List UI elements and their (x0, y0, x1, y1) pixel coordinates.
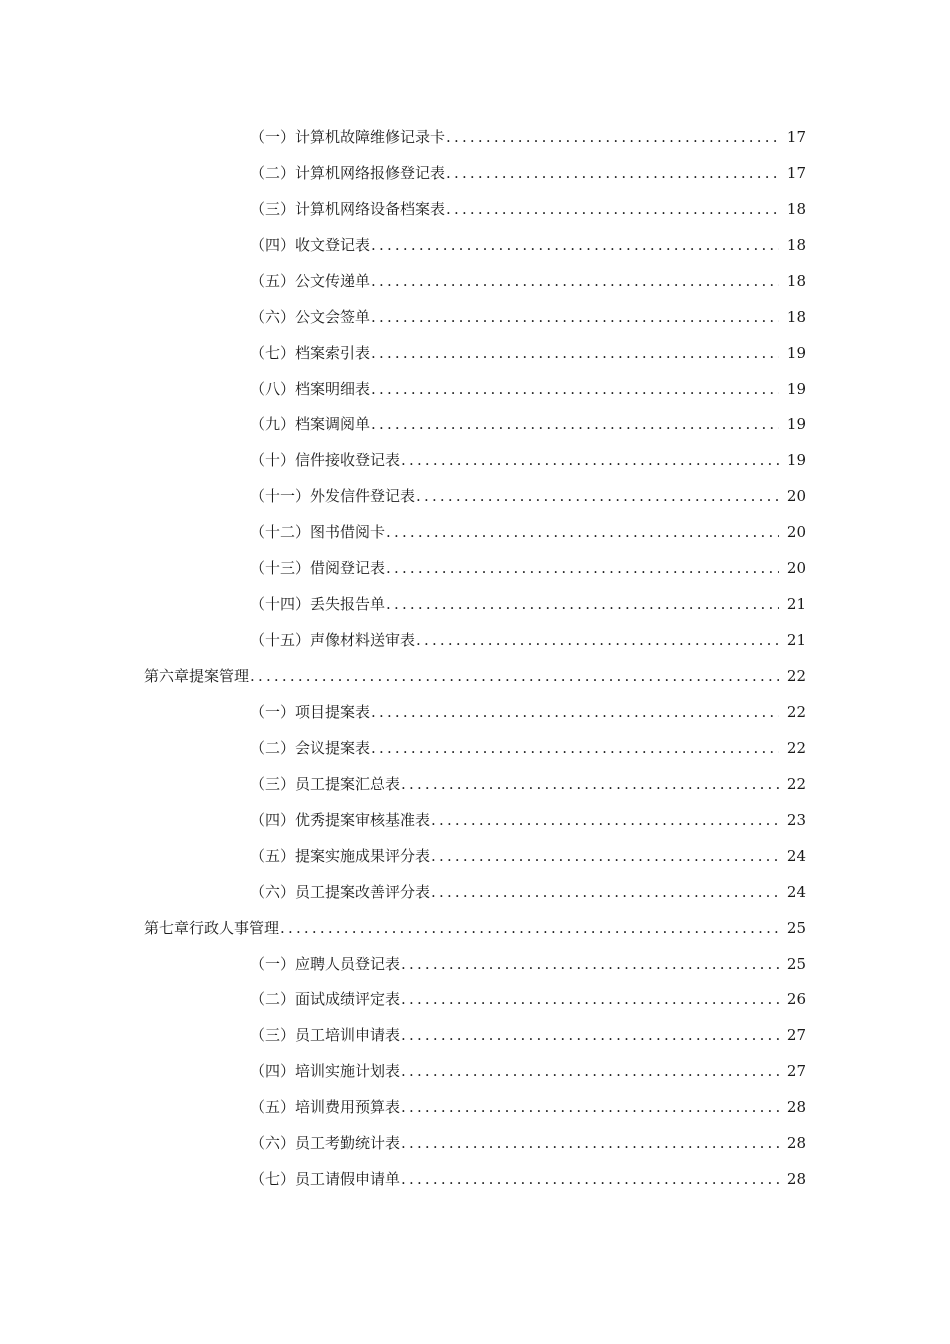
toc-chapter-entry[interactable] (0, 658, 950, 694)
toc-dot-leader (401, 954, 779, 974)
toc-dot-leader (446, 199, 779, 219)
toc-page-number: 22 (786, 738, 806, 757)
toc-page-number: 22 (786, 667, 806, 686)
toc-dot-leader (371, 702, 779, 722)
toc-dot-leader (401, 1169, 779, 1189)
toc-chapter-number: 第七章 (144, 918, 190, 937)
toc-entry-title: （五）提案实施成果评分表 (250, 846, 431, 865)
toc-entry[interactable] (0, 982, 950, 1018)
toc-entry-title: （三）计算机网络设备档案表 (250, 199, 446, 218)
toc-entry-title: （三）员工培训申请表 (250, 1026, 401, 1045)
toc-dot-leader (371, 379, 779, 399)
toc-entry[interactable] (0, 514, 950, 550)
toc-entry-title: （九）档案调阅单 (250, 415, 371, 434)
toc-entry-title: （六）公文会签单 (250, 307, 371, 326)
toc-page-number: 20 (786, 487, 806, 506)
toc-entry[interactable] (0, 838, 950, 874)
toc-entry-title: （十二）图书借阅卡 (250, 523, 386, 542)
toc-dot-leader (250, 666, 779, 686)
toc-entry-title: （十）信件接收登记表 (250, 451, 401, 470)
toc-dot-leader (401, 1133, 779, 1153)
toc-dot-leader (416, 486, 779, 506)
toc-entry-title: （四）优秀提案审核基准表 (250, 810, 431, 829)
toc-dot-leader (401, 450, 779, 470)
toc-page-number: 18 (786, 271, 806, 290)
toc-dot-leader (416, 630, 779, 650)
toc-dot-leader (371, 235, 779, 255)
toc-dot-leader (371, 343, 779, 363)
toc-entry[interactable] (0, 442, 950, 478)
toc-page-number: 18 (786, 199, 806, 218)
toc-page-number: 28 (786, 1170, 806, 1189)
toc-entry-title: 行政人事管理 (189, 918, 280, 937)
toc-dot-leader (371, 271, 779, 291)
toc-entry[interactable] (0, 263, 950, 299)
toc-entry-title: （十三）借阅登记表 (250, 559, 386, 578)
toc-dot-leader (386, 594, 779, 614)
toc-dot-leader (401, 989, 779, 1009)
toc-entry-title: （一）应聘人员登记表 (250, 954, 401, 973)
toc-entry-title: 提案管理 (189, 667, 250, 686)
toc-entry[interactable] (0, 227, 950, 263)
toc-entry[interactable] (0, 155, 950, 191)
toc-page-number: 25 (786, 954, 806, 973)
toc-page-number: 28 (786, 1134, 806, 1153)
toc-entry-title: （一）计算机故障维修记录卡 (250, 127, 446, 146)
toc-entry[interactable] (0, 119, 950, 155)
toc-dot-leader (431, 846, 779, 866)
toc-entry-title: （二）面试成绩评定表 (250, 990, 401, 1009)
toc-entry-title: （六）员工提案改善评分表 (250, 882, 431, 901)
toc-page-number: 23 (786, 810, 806, 829)
toc-entry-title: （五）培训费用预算表 (250, 1098, 401, 1117)
toc-entry[interactable] (0, 1053, 950, 1089)
toc-page-number: 21 (786, 595, 806, 614)
toc-dot-leader (371, 414, 779, 434)
toc-entry[interactable] (0, 335, 950, 371)
toc-entry-title: （二）计算机网络报修登记表 (250, 163, 446, 182)
toc-dot-leader (401, 1061, 779, 1081)
toc-entry-title: （五）公文传递单 (250, 271, 371, 290)
toc-page-number: 18 (786, 235, 806, 254)
toc-entry[interactable] (0, 694, 950, 730)
toc-page-number: 17 (786, 127, 806, 146)
toc-page-number: 20 (786, 559, 806, 578)
toc-entry-title: （六）员工考勤统计表 (250, 1134, 401, 1153)
toc-page-number: 22 (786, 774, 806, 793)
toc-entry[interactable] (0, 766, 950, 802)
toc-entry[interactable] (0, 586, 950, 622)
toc-entry-title: （三）员工提案汇总表 (250, 774, 401, 793)
toc-page-number: 20 (786, 523, 806, 542)
toc-dot-leader (431, 882, 779, 902)
toc-entry[interactable] (0, 946, 950, 982)
toc-page-number: 18 (786, 307, 806, 326)
toc-dot-leader (280, 918, 779, 938)
toc-entry[interactable] (0, 191, 950, 227)
toc-dot-leader (371, 307, 779, 327)
toc-entry[interactable] (0, 478, 950, 514)
toc-page-number: 26 (786, 990, 806, 1009)
toc-page-number: 21 (786, 631, 806, 650)
toc-entry[interactable] (0, 802, 950, 838)
toc-page-number: 19 (786, 415, 806, 434)
toc-dot-leader (386, 558, 779, 578)
toc-entry[interactable] (0, 730, 950, 766)
toc-entry-title: （二）会议提案表 (250, 738, 371, 757)
toc-entry[interactable] (0, 1161, 950, 1197)
toc-entry[interactable] (0, 874, 950, 910)
toc-entry[interactable] (0, 1017, 950, 1053)
toc-entry-title: （四）培训实施计划表 (250, 1062, 401, 1081)
toc-dot-leader (431, 810, 779, 830)
toc-page-number: 24 (786, 882, 806, 901)
toc-entry[interactable] (0, 299, 950, 335)
toc-dot-leader (401, 774, 779, 794)
toc-page-number: 19 (786, 451, 806, 470)
toc-entry-title: （四）收文登记表 (250, 235, 371, 254)
table-of-contents (0, 119, 950, 1197)
toc-page-number: 19 (786, 343, 806, 362)
toc-chapter-number: 第六章 (144, 667, 190, 686)
toc-entry-title: （十一）外发信件登记表 (250, 487, 416, 506)
toc-dot-leader (386, 522, 779, 542)
toc-page-number: 28 (786, 1098, 806, 1117)
toc-page-number: 22 (786, 702, 806, 721)
toc-dot-leader (401, 1097, 779, 1117)
toc-entry-title: （十五）声像材料送审表 (250, 631, 416, 650)
toc-entry[interactable] (0, 371, 950, 407)
toc-page-number: 19 (786, 379, 806, 398)
toc-chapter-entry[interactable] (0, 910, 950, 946)
toc-page-number: 27 (786, 1062, 806, 1081)
toc-entry-title: （七）档案索引表 (250, 343, 371, 362)
toc-page-number: 24 (786, 846, 806, 865)
toc-entry-title: （一）项目提案表 (250, 702, 371, 721)
toc-entry[interactable] (0, 622, 950, 658)
toc-dot-leader (401, 1025, 779, 1045)
toc-dot-leader (371, 738, 779, 758)
toc-dot-leader (446, 127, 779, 147)
toc-entry-title: （七）员工请假申请单 (250, 1170, 401, 1189)
toc-page-number: 25 (786, 918, 806, 937)
toc-entry[interactable] (0, 550, 950, 586)
toc-entry[interactable] (0, 1089, 950, 1125)
toc-page-number: 27 (786, 1026, 806, 1045)
toc-entry-title: （十四）丢失报告单 (250, 595, 386, 614)
toc-entry-title: （八）档案明细表 (250, 379, 371, 398)
toc-entry[interactable] (0, 407, 950, 443)
toc-page-number: 17 (786, 163, 806, 182)
toc-dot-leader (446, 163, 779, 183)
toc-entry[interactable] (0, 1125, 950, 1161)
